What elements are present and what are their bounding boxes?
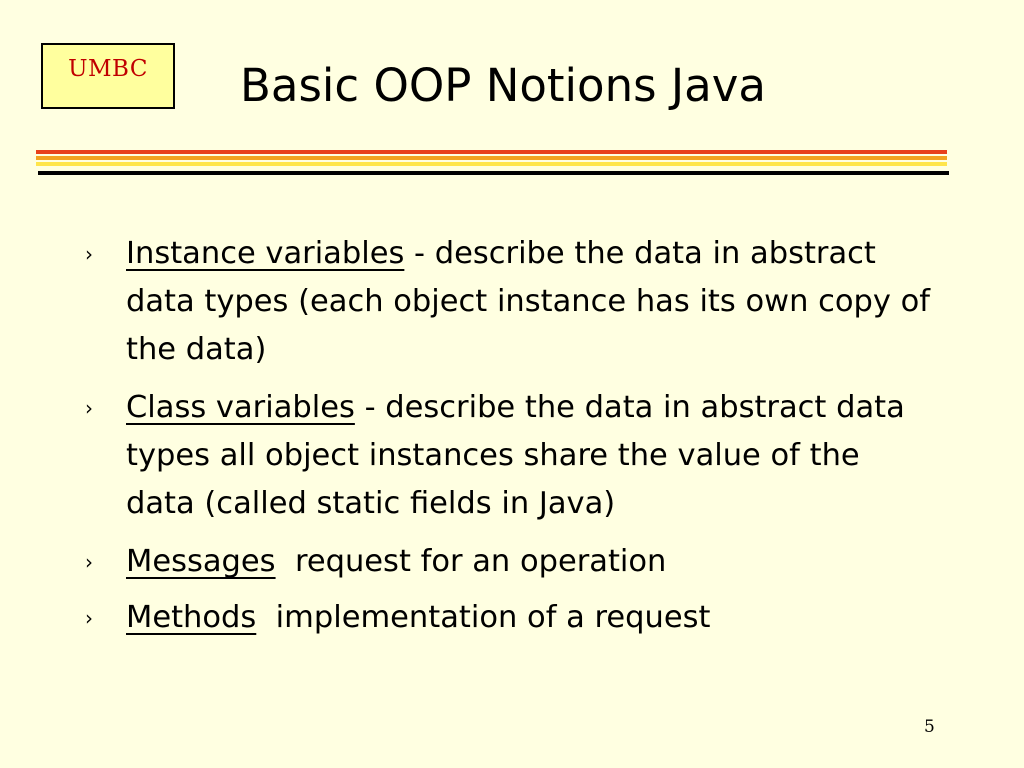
bullet-term: Methods <box>126 600 257 635</box>
page-number: 5 <box>924 717 935 737</box>
bullet-arrow-icon: › <box>85 396 93 420</box>
bullet-text: - describe the data in abstract data types all object instances share the value of the data (called static fields in Java) <box>126 390 905 521</box>
bullet-text: implementation of a request <box>256 600 711 635</box>
bullet-term: Instance variables <box>126 236 405 271</box>
bullet-text: - describe the data in abstract data types (each object instance has its own copy of the data) <box>126 236 931 367</box>
bullet-methods <box>85 594 935 642</box>
bullet-arrow-icon: › <box>85 550 93 574</box>
bullet-messages <box>85 538 935 586</box>
bullet-arrow-icon: › <box>85 606 93 630</box>
slide-title: Basic OOP Notions Java <box>240 59 766 112</box>
bullet-term: Messages <box>126 544 276 579</box>
title-rule-orange <box>36 156 947 160</box>
title-rule-red <box>36 150 947 154</box>
bullet-list <box>85 230 935 652</box>
bullet-text: request for an operation <box>275 544 667 579</box>
bullet-instance-variables <box>85 230 935 374</box>
title-rule-black <box>38 171 949 175</box>
umbc-logo <box>41 43 175 109</box>
logo-text: UMBC <box>68 56 148 82</box>
bullet-arrow-icon: › <box>85 242 93 266</box>
title-rule-yellow <box>36 162 947 166</box>
bullet-term: Class variables <box>126 390 355 425</box>
bullet-class-variables <box>85 384 935 528</box>
